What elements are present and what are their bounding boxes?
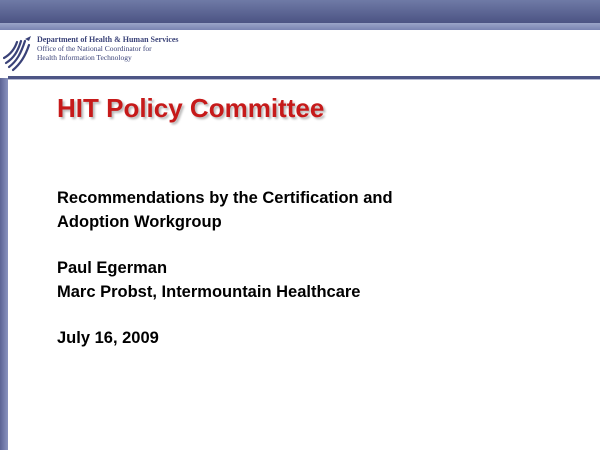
slide-body <box>57 186 577 350</box>
presenter-2: Marc Probst, Intermountain Healthcare <box>57 283 361 301</box>
subtitle-line-1: Recommendations by the Certification and <box>57 189 393 207</box>
left-accent-bar <box>0 78 8 450</box>
spacer <box>57 234 577 256</box>
presentation-date: July 16, 2009 <box>57 329 159 347</box>
top-banner <box>0 0 600 30</box>
org-line-1: Department of Health & Human Services <box>37 35 179 44</box>
org-line-3: Health Information Technology <box>37 53 132 62</box>
spacer <box>57 304 577 326</box>
header-divider-shadow <box>8 79 600 80</box>
subtitle-line-2: Adoption Workgroup <box>57 213 222 231</box>
hhs-eagle-icon <box>3 33 35 73</box>
banner-highlight-strip <box>0 23 600 30</box>
presenter-1: Paul Egerman <box>57 259 168 277</box>
org-line-2: Office of the National Coordinator for <box>37 44 152 53</box>
department-name <box>37 35 179 62</box>
slide-title: HIT Policy Committee <box>57 93 325 123</box>
